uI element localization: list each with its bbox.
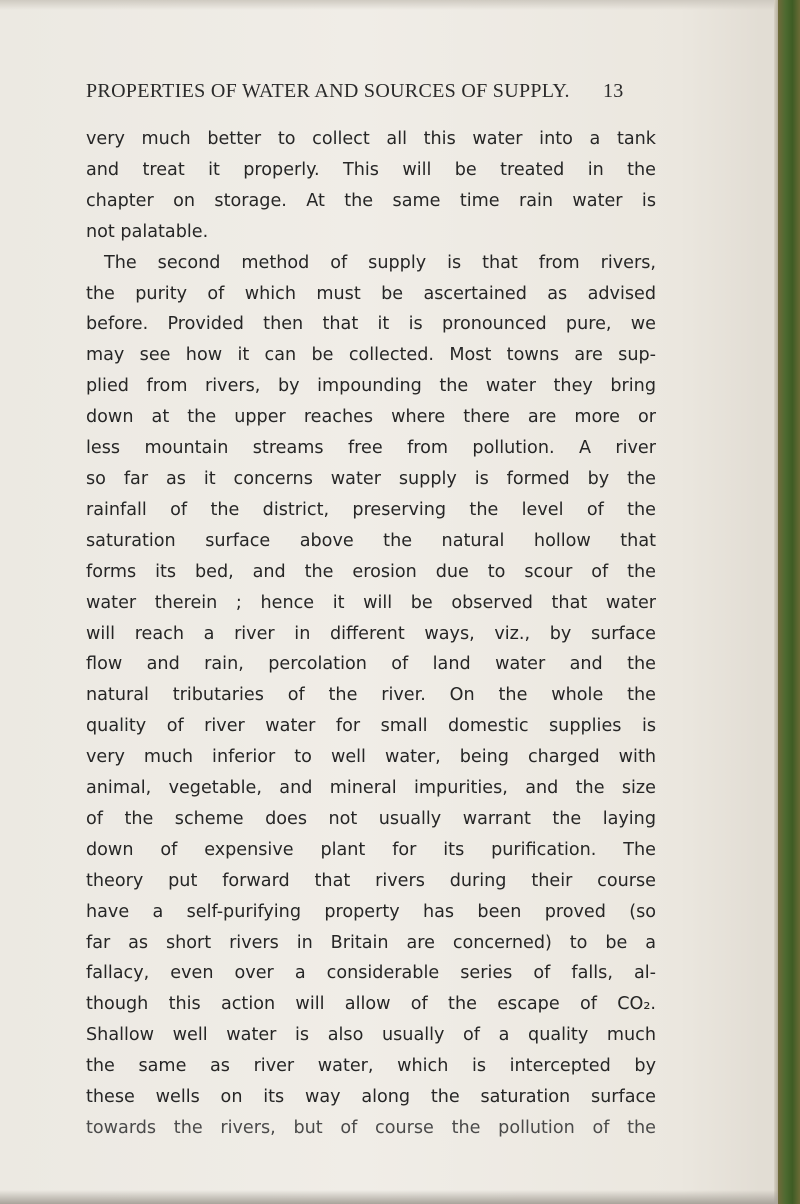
text-line: saturation surface above the natural hollow that [86, 530, 656, 551]
text-line: natural tributaries of the river. On the whole the [86, 685, 656, 706]
running-header [86, 80, 656, 103]
text-line: and treat it properly. This will be treated in the [86, 159, 656, 180]
text-line: very much better to collect all this water into a tank [86, 129, 656, 149]
text-line: down of expensive plant for its purification. The [86, 839, 656, 860]
text-line: theory put forward that rivers during their course [86, 870, 656, 891]
text-line: far as short rivers in Britain are concerned) to be a [86, 932, 656, 953]
text-line: towards the rivers, but of course the pollution of the [86, 1118, 656, 1138]
text-line: forms its bed, and the erosion due to scour of the [86, 561, 656, 582]
running-title: PROPERTIES OF WATER AND SOURCES OF SUPPLY. [86, 80, 570, 102]
text-line: may see how it can be collected. Most towns are sup- [86, 345, 656, 366]
text-line: down at the upper reaches where there are more or [86, 407, 656, 428]
text-line: very much inferior to well water, being charged with [86, 747, 656, 768]
page-bottom-shadow [0, 1190, 778, 1204]
text-line: less mountain streams free from pollution. A river [86, 438, 656, 459]
text-line: though this action will allow of the escape of CO₂. [86, 994, 656, 1015]
page-top-shadow [0, 0, 800, 10]
text-line: animal, vegetable, and mineral impurities, and the size [86, 778, 656, 799]
body-text [86, 124, 656, 1144]
text-line: will reach a river in different ways, viz., by surface [86, 623, 656, 644]
text-line: fallacy, even over a considerable series of falls, al- [86, 963, 656, 984]
text-line: Shallow well water is also usually of a quality much [86, 1025, 656, 1046]
text-line: not palatable. [86, 221, 209, 242]
text-line: plied from rivers, by impounding the water they bring [86, 376, 656, 397]
book-binding [778, 0, 800, 1204]
text-line: chapter on storage. At the same time rain water is [86, 190, 656, 211]
text-line: of the scheme does not usually warrant the laying [86, 808, 656, 829]
text-line: so far as it concerns water supply is formed by the [86, 468, 656, 489]
page-number: 13 [603, 80, 624, 102]
text-line: The second method of supply is that from rivers, [104, 252, 656, 273]
text-line: before. Provided then that it is pronounced pure, we [86, 314, 656, 335]
text-line: have a self-purifying property has been proved (so [86, 901, 656, 922]
text-line: flow and rain, percolation of land water and the [86, 654, 656, 675]
text-line: the same as river water, which is intercepted by [86, 1056, 656, 1077]
text-line: quality of river water for small domestic supplies is [86, 716, 656, 737]
text-line: rainfall of the district, preserving the level of the [86, 499, 656, 520]
text-line: these wells on its way along the saturation surface [86, 1087, 656, 1108]
text-line: the purity of which must be ascertained as advised [86, 283, 656, 304]
text-line: water therein ; hence it will be observed that water [86, 592, 656, 613]
